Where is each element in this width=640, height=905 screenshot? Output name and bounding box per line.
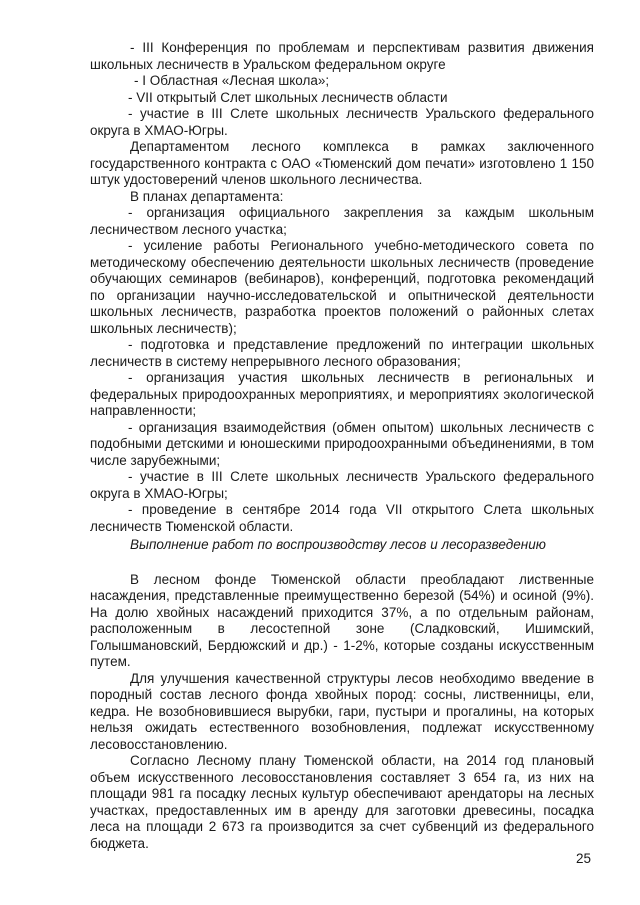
- plan-item-ural-rally: - участие в III Слете школьных лесничеств Уральского федерального округа в ХМАО-Югры;: [90, 469, 594, 501]
- plan-item-integration: - подготовка и представление предложений по интеграции школьных лесничеств в систему непрерывного лесного образования;: [90, 337, 594, 369]
- list-item-ural-rally: - участие в III Слете школьных лесничеств Уральского федерального округа в ХМАО-Югры.: [90, 106, 594, 138]
- section-gap: [90, 554, 594, 572]
- paragraph-forest-composition: В лесном фонде Тюменской области преобладают лиственные насаждения, представленные преимущественно березой (54%) и осиной (9%). На долю хвойных насаждений приходится 37%, а по отдельным районам, расположенным в лесостепной зоне (Сладковский, Ишимский, Голышмановский, Бердюжский и др.) - 1-2%, которые созданы искусственным путем.: [90, 571, 594, 669]
- paragraph-certificates: Департаментом лесного комплекса в рамках заключенного государственного контракта с ОАО «Тюменский дом печати» изготовлено 1 150 штук удостоверений членов школьного лесничества.: [90, 139, 594, 187]
- paragraph-plans-intro: В планах департамента:: [130, 188, 284, 204]
- section-heading: Выполнение работ по воспроизводству лесов и лесоразведению: [130, 537, 546, 552]
- paragraph-conifer-introduction: Для улучшения качественной структуры лесов необходимо введение в породный состав лесного фонда хвойных пород: сосны, лиственницы, ели, кедра. Не возобновившиеся вырубки, гари, пустыри и прогалины, на которых нельзя ожидать естественного возобновления, подлежат искусственному лесовосстановлению.: [90, 670, 594, 752]
- plan-item-methodical-council: - усиление работы Регионального учебно-методического совета по методическому обеспечению деятельности школьных лесничеств (проведение обучающих семинаров (вебинаров), конференций, подготовка рекомендаций по организации научно-исследовательской и опытнической деятельности школьных лесничеств, разработка проектов положений о районных слетах школьных лесничеств);: [90, 238, 594, 336]
- plan-item-participation: - организация участия школьных лесничеств в региональных и федеральных природоохранных мероприятиях, и мероприятиях экологической направленности;: [90, 370, 594, 418]
- list-item-rally: - VII открытый Слет школьных лесничеств области: [128, 89, 448, 105]
- page-number: 25: [576, 851, 592, 866]
- list-item-conference: - III Конференция по проблемам и перспективам развития движения школьных лесничеств в Уральском федеральном округе: [90, 40, 594, 72]
- list-item-forest-school: - I Областная «Лесная школа»;: [134, 73, 330, 88]
- page-body: [90, 40, 594, 852]
- plan-item-september-rally: - проведение в сентябре 2014 года VII открытого Слета школьных лесничеств Тюменской области.: [90, 502, 594, 534]
- plan-item-land-plots: - организация официального закрепления за каждым школьным лесничеством лесного участка;: [90, 205, 594, 237]
- plan-item-cooperation: - организация взаимодействия (обмен опытом) школьных лесничеств с подобными детскими и юношескими природоохранными объединениями, в том числе зарубежными;: [90, 419, 594, 468]
- paragraph-forest-plan: Согласно Лесному плану Тюменской области, на 2014 год плановый объем искусственного лесовосстановления составляет 3 654 га, из них на площади 981 га посадку лесных культур обеспечивают арендаторы на лесных участках, предоставленных им в аренду для заготовки древесины, посадка леса на площади 2 673 га производится за счет субвенций из федерального бюджета.: [90, 753, 594, 851]
